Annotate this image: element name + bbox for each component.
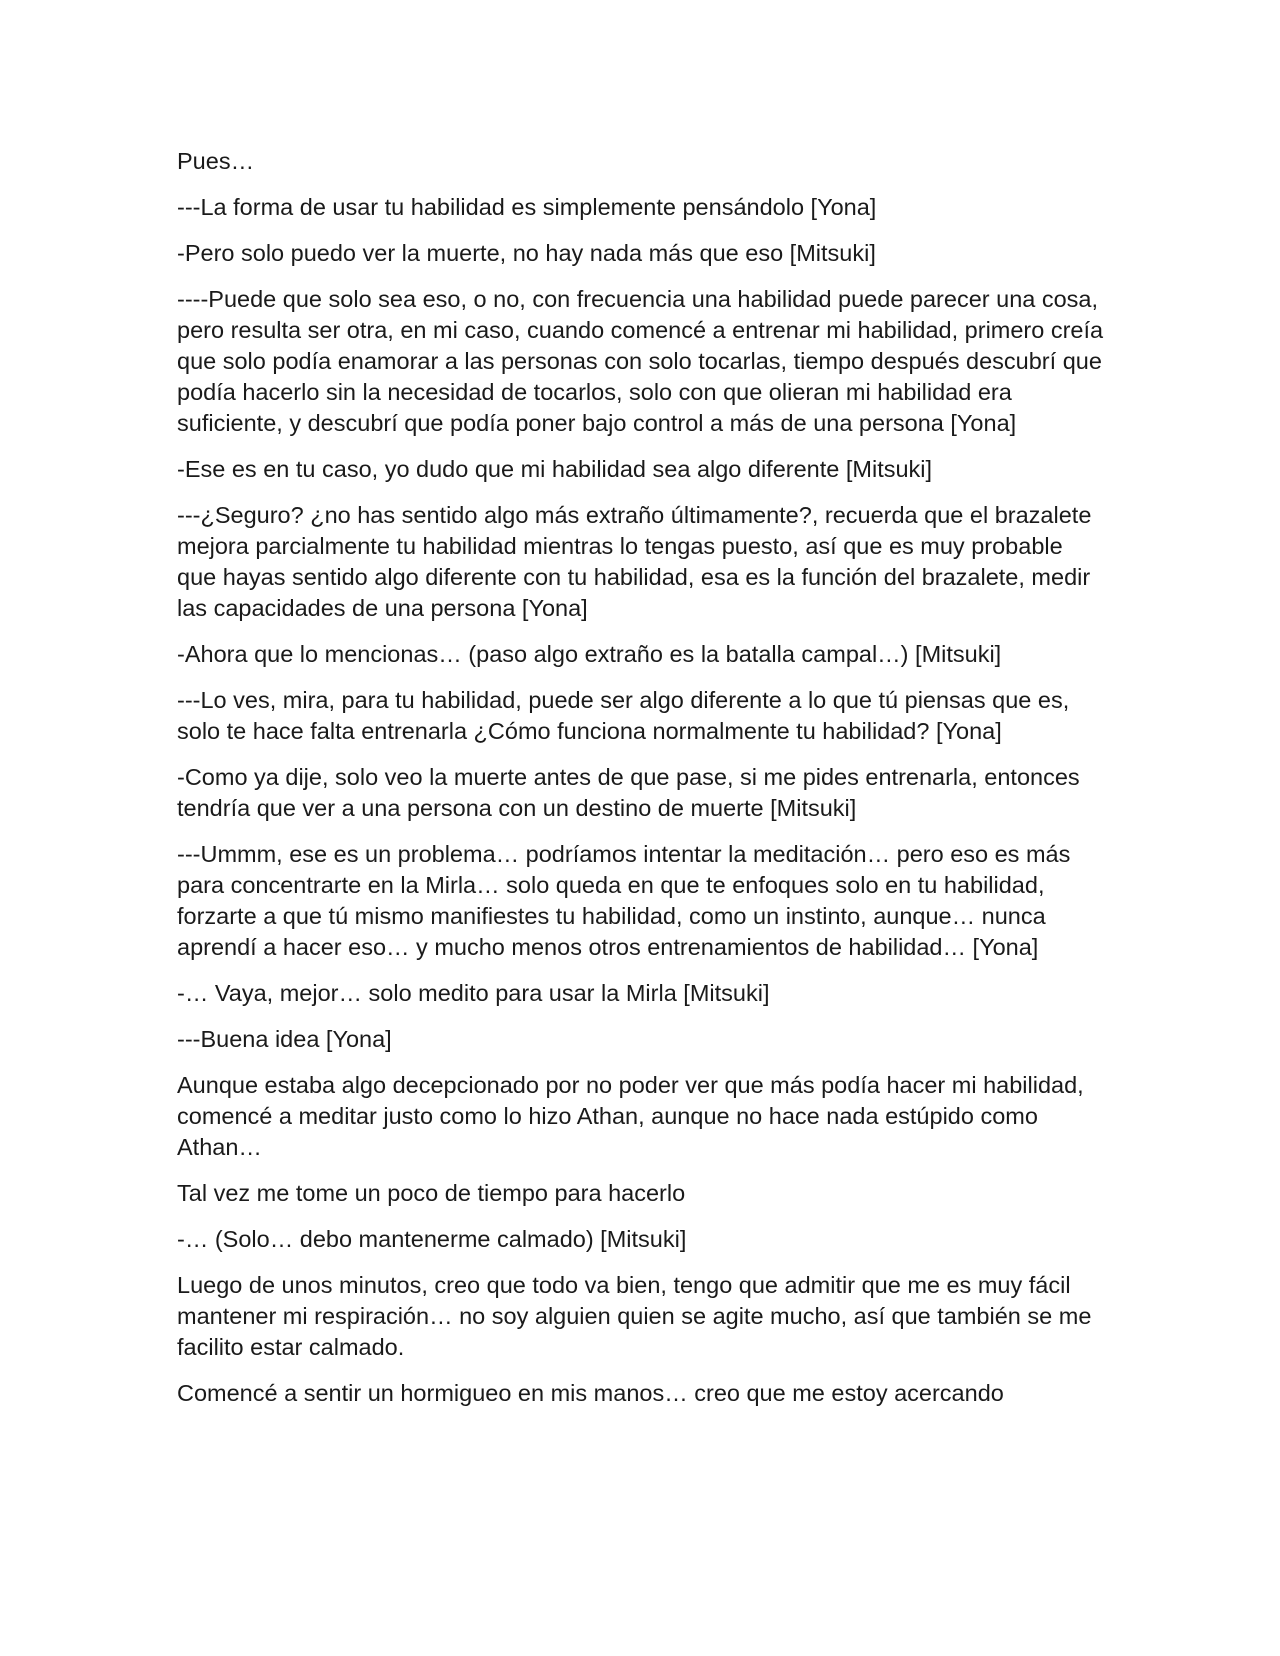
paragraph-1: Pues… bbox=[177, 148, 255, 174]
paragraph-5: -Ese es en tu caso, yo dudo que mi habilidad sea algo diferente [Mitsuki] bbox=[177, 456, 933, 482]
paragraph-8: ---Lo ves, mira, para tu habilidad, puede ser algo diferente a lo que tú piensas que es, solo te hace falta entrenarla ¿Cómo funciona normalmente tu habilidad? [Yona] bbox=[177, 687, 1070, 744]
paragraph-15: -… (Solo… debo mantenerme calmado) [Mitsuki] bbox=[177, 1226, 687, 1252]
paragraph-16: Luego de unos minutos, creo que todo va bien, tengo que admitir que me es muy fácil mantener mi respiración… no soy alguien quien se agite mucho, así que también se me facilito estar calmado. bbox=[177, 1272, 1092, 1360]
paragraph-9: -Como ya dije, solo veo la muerte antes de que pase, si me pides entrenarla, entonces tendría que ver a una persona con un destino de muerte [Mitsuki] bbox=[177, 764, 1080, 821]
paragraph-3: -Pero solo puedo ver la muerte, no hay nada más que eso [Mitsuki] bbox=[177, 240, 876, 266]
paragraph-2: ---La forma de usar tu habilidad es simplemente pensándolo [Yona] bbox=[177, 194, 877, 220]
paragraph-6: ---¿Seguro? ¿no has sentido algo más extraño últimamente?, recuerda que el brazalete mejora parcialmente tu habilidad mientras lo tengas puesto, así que es muy probable que hayas sentido algo diferente con tu habilidad, esa es la función del brazalete, medir las capacidades de una persona [Yona] bbox=[177, 502, 1092, 621]
paragraph-11: -… Vaya, mejor… solo medito para usar la Mirla [Mitsuki] bbox=[177, 980, 770, 1006]
document-body bbox=[177, 146, 1107, 1424]
paragraph-10: ---Ummm, ese es un problema… podríamos intentar la meditación… pero eso es más para concentrarte en la Mirla… solo queda en que te enfoques solo en tu habilidad, forzarte a que tú mismo manifiestes tu habilidad, como un instinto, aunque… nunca aprendí a hacer eso… y mucho menos otros entrenamientos de habilidad… [Yona] bbox=[177, 841, 1071, 960]
paragraph-4: ----Puede que solo sea eso, o no, con frecuencia una habilidad puede parecer una cosa, pero resulta ser otra, en mi caso, cuando comencé a entrenar mi habilidad, primero creía que solo podía enamorar a las personas con solo tocarlas, tiempo después descubrí que podía hacerlo sin la necesidad de tocarlos, solo con que olieran mi habilidad era suficiente, y descubrí que podía poner bajo control a más de una persona [Yona] bbox=[177, 286, 1104, 436]
paragraph-14: Tal vez me tome un poco de tiempo para hacerlo bbox=[177, 1180, 686, 1206]
paragraph-13: Aunque estaba algo decepcionado por no poder ver que más podía hacer mi habilidad, comencé a meditar justo como lo hizo Athan, aunque no hace nada estúpido como Athan… bbox=[177, 1072, 1084, 1160]
paragraph-7: -Ahora que lo mencionas… (paso algo extraño es la batalla campal…) [Mitsuki] bbox=[177, 641, 1002, 667]
paragraph-12: ---Buena idea [Yona] bbox=[177, 1026, 392, 1052]
paragraph-17: Comencé a sentir un hormigueo en mis manos… creo que me estoy acercando bbox=[177, 1380, 1004, 1406]
